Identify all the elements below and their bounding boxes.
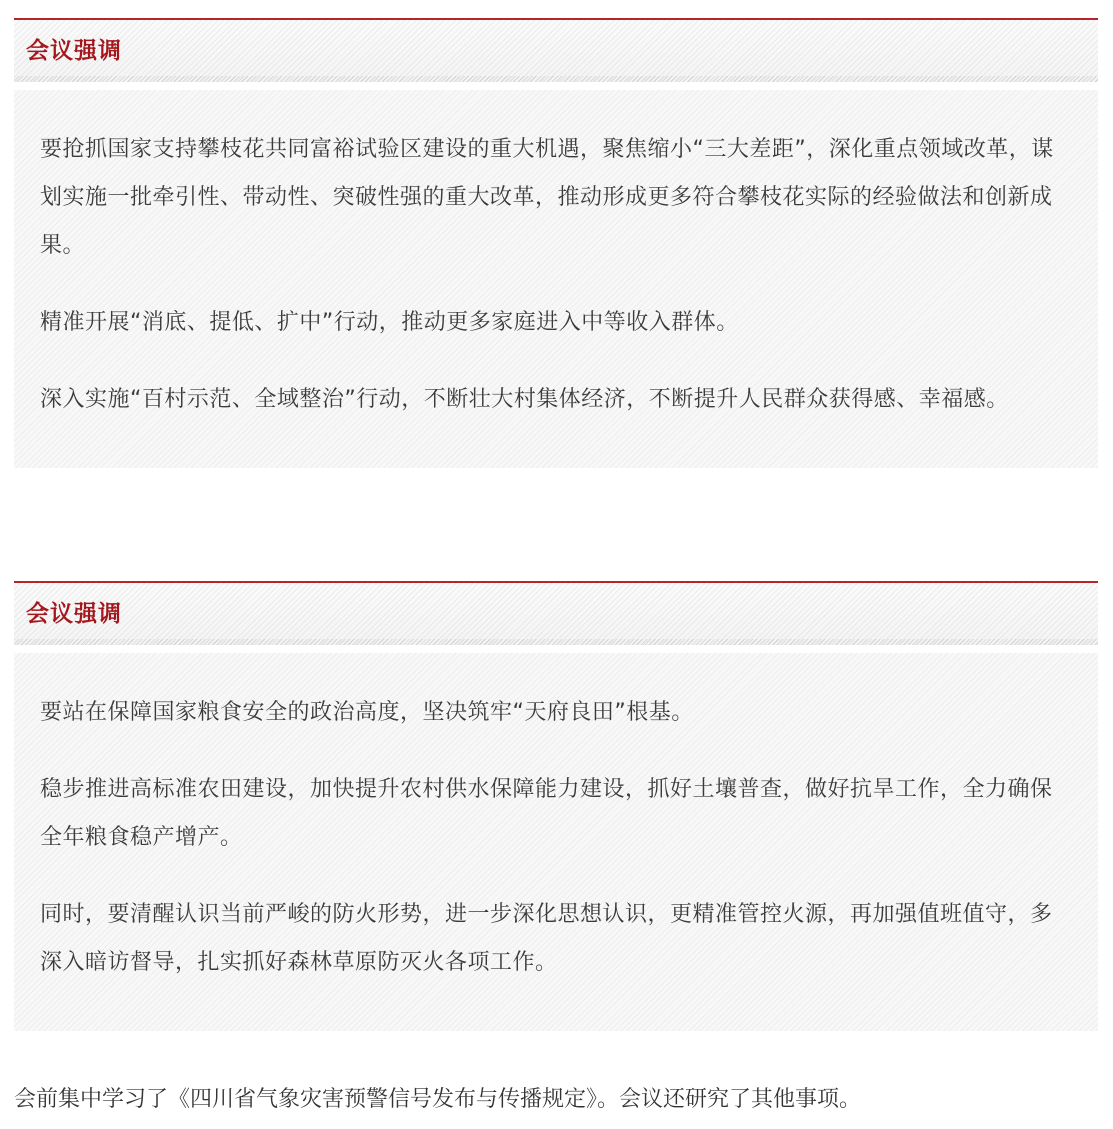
section-header: [14, 18, 1098, 82]
section-meeting-emphasis-1: [14, 18, 1098, 468]
section-body: [14, 90, 1098, 468]
paragraph: 精准开展“消底、提低、扩中”行动，推动更多家庭进入中等收入群体。: [40, 310, 739, 335]
paragraph: 深入实施“百村示范、全域整治”行动，不断壮大村集体经济，不断提升人民群众获得感、幸福感。: [40, 387, 1009, 412]
section-title: 会议强调: [26, 38, 122, 64]
section-meeting-emphasis-2: [14, 581, 1098, 1031]
closing-paragraph: 会前集中学习了《四川省气象灾害预警信号发布与传播规定》。会议还研究了其他事项。: [14, 1087, 862, 1112]
paragraph: 同时，要清醒认识当前严峻的防火形势，进一步深化思想认识，更精准管控火源，再加强值班值守，多深入暗访督导，扎实抓好森林草原防灭火各项工作。: [40, 902, 1053, 975]
paragraph: 稳步推进高标准农田建设，加快提升农村供水保障能力建设，抓好土壤普查，做好抗旱工作，全力确保全年粮食稳产增产。: [40, 777, 1053, 850]
section-title: 会议强调: [26, 601, 122, 627]
section-body: [14, 653, 1098, 1031]
paragraph: 要抢抓国家支持攀枝花共同富裕试验区建设的重大机遇，聚焦缩小“三大差距”，深化重点领域改革，谋划实施一批牵引性、带动性、突破性强的重大改革，推动形成更多符合攀枝花实际的经验做法和创新成果。: [40, 137, 1054, 258]
section-header: [14, 581, 1098, 645]
paragraph: 要站在保障国家粮食安全的政治高度，坚决筑牢“天府良田”根基。: [40, 700, 694, 725]
